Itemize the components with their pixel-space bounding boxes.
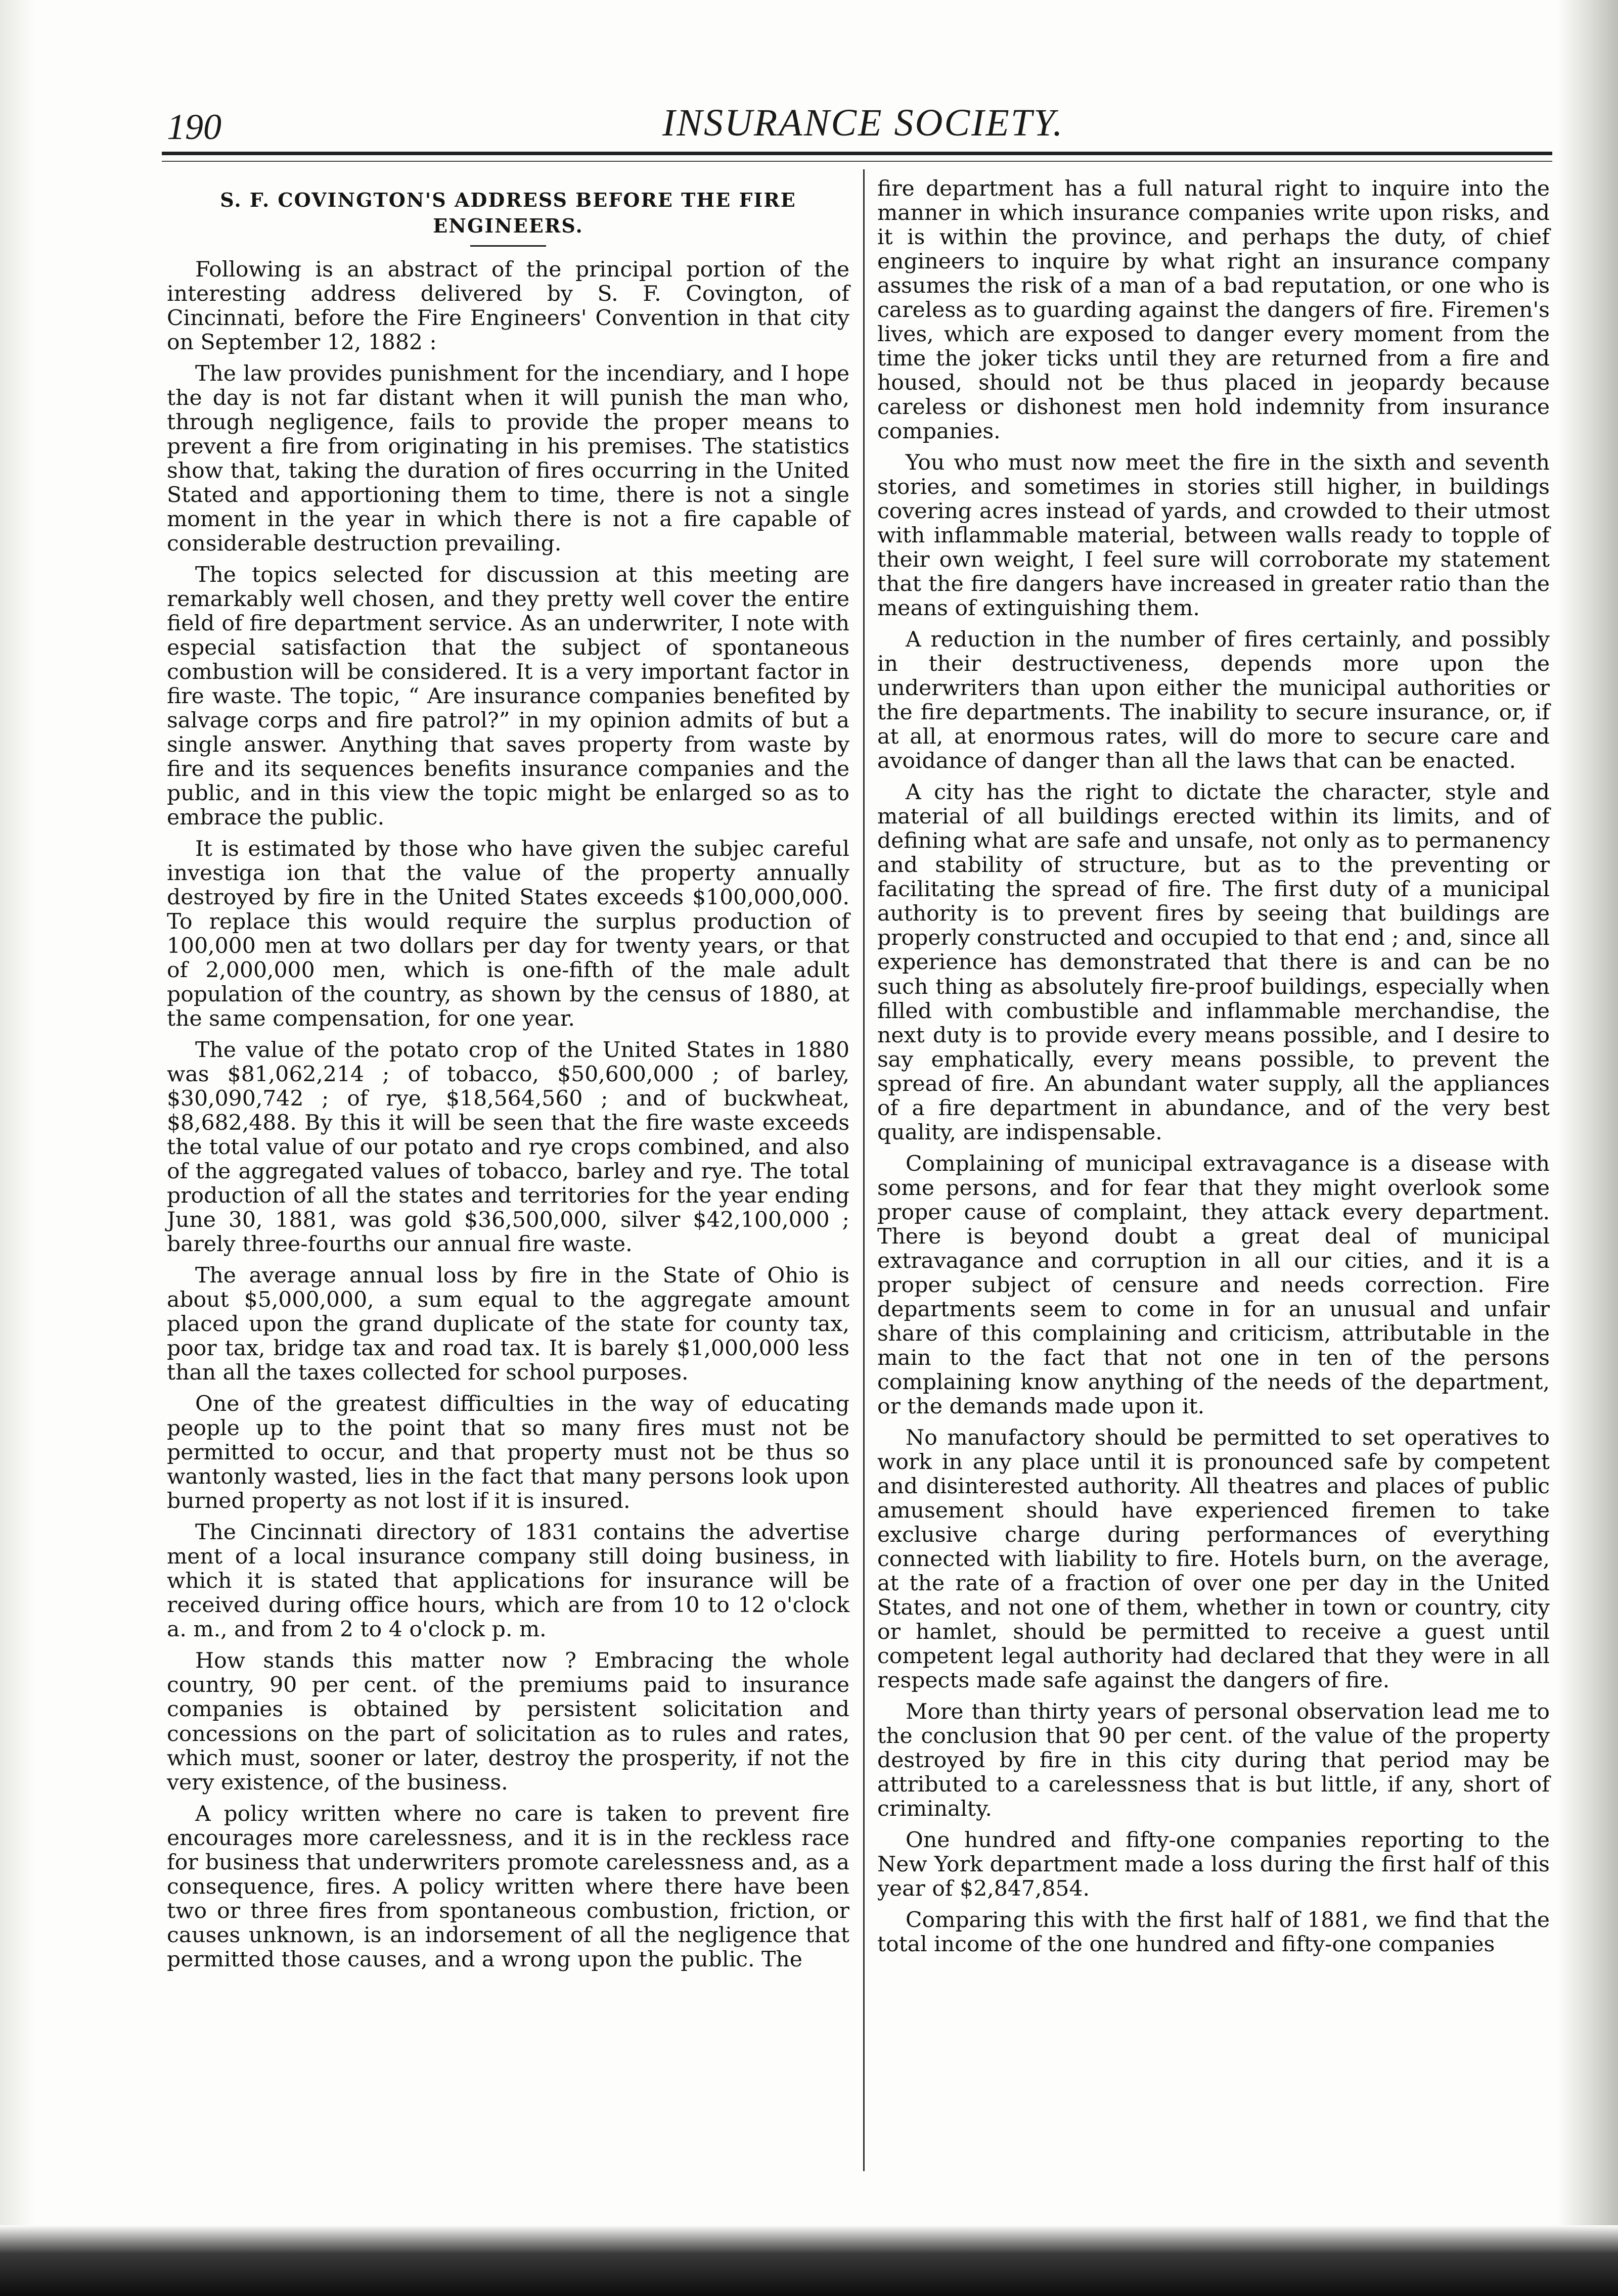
column-divider: [863, 169, 865, 2171]
paragraph: The average annual loss by fire in the State of Ohio is about $5,000,000, a sum equal to the aggregate amount placed upon the grand duplicate of the state for county tax, poor tax, bridge tax and road tax. It is barely $1,000,000 less than all the taxes collected for school purposes.: [167, 1263, 849, 1386]
header-rule-thin: [162, 161, 1552, 162]
paragraph: A policy written where no care is taken to prevent fire encourages more carelessness, and it is in the reckless race for business that underwriters promote carelessness and, as a consequence, fires. A policy written where there have been two or three fires from spontaneous combustion, friction, or causes unknown, is an indorsement of all the negligence that permitted those causes, and a wrong upon the public. The: [167, 1801, 849, 1972]
paragraph: How stands this matter now ? Embracing the whole country, 90 per cent. of the premiums paid to insurance companies is obtained by persistent solicitation and concessions on the part of solicitation as to rules and rates, which must, sooner or later, destroy the prosperity, if not the very existence, of the business.: [167, 1648, 849, 1795]
paragraph: The Cincinnati directory of 1831 contains the advertise ment of a local insurance company still doing business, in which it is stated that applications for insurance will be received during office hours, which are from 10 to 12 o'clock a. m., and from 2 to 4 o'clock p. m.: [167, 1520, 849, 1642]
page-right-shadow: [1557, 0, 1618, 2296]
paragraph: One of the greatest difficulties in the way of educating people up to the point that so many fires must not be permitted to occur, and that property must not be thus so wantonly wasted, lies in the fact that many persons look upon burned property as not lost if it is insured.: [167, 1392, 849, 1514]
paragraph: A city has the right to dictate the character, style and material of all buildings erected within its limits, and of defining what are safe and unsafe, not only as to permanency and stability of structure, but as to the preventing or facilitating the spread of fire. The first duty of a municipal authority is to prevent fires by seeing that buildings are properly constructed and occupied to that end ; and, since all experience has demonstrated that there is and can be no such thing as absolutely fire-proof buildings, especially when filled with combustible and inflammable merchandise, the next duty is to provide every means possible, and I desire to say emphatically, every means possible, to prevent the spread of fire. An abundant water supply, all the appliances of a fire department in abundance, and of the very best quality, are indispensable.: [877, 780, 1550, 1145]
running-title: INSURANCE SOCIETY.: [662, 102, 1064, 144]
paragraph: A reduction in the number of fires certainly, and possibly in their destructiveness, depends more upon the underwriters than upon either the municipal authorities or the fire departments. The inability to secure insurance, or, if at all, at enormous rates, will do more to secure care and avoidance of danger than all the laws that can be enacted.: [877, 627, 1550, 774]
page-number: 190: [167, 107, 221, 147]
paragraph: Complaining of municipal extravagance is a disease with some persons, and for fear that they might overlook some proper cause of complaint, they attack every department. There is beyond doubt a great deal of municipal extravagance and corruption in all our cities, and it is a proper subject of censure and needs correction. Fire departments seem to come in for an unusual and unfair share of this complaining and criticism, attributable in the main to the fact that not one in ten of the persons complaining know anything of the needs of the department, or the demands made upon it.: [877, 1151, 1550, 1419]
article-title: S. F. COVINGTON'S ADDRESS BEFORE THE FIRE ENGINEERS.: [220, 189, 796, 238]
paragraph: The value of the potato crop of the United States in 1880 was $81,062,214 ; of tobacco, $50,600,000 ; of barley, $30,090,742 ; of rye, $18,564,560 ; and of buckwheat, $8,682,488. By this it will be seen that the fire waste exceeds the total value of our potato and rye crops combined, and also of the aggregated values of tobacco, barley and rye. The total production of all the states and territories for the year ending June 30, 1881, was gold $36,500,000, silver $42,100,000 ; barely three-fourths our annual fire waste.: [167, 1038, 849, 1257]
page-bottom-edge: [0, 2225, 1618, 2296]
paragraph: Comparing this with the first half of 1881, we find that the total income of the one hundred and fifty-one companies: [877, 1908, 1550, 1957]
right-column: [877, 177, 1550, 1964]
page-left-shadow: [0, 0, 35, 2296]
paragraph: You who must now meet the fire in the sixth and seventh stories, and sometimes in stories still higher, in buildings covering acres instead of yards, and crowded to their utmost with inflammable material, between walls ready to topple of their own weight, I feel sure will corroborate my statement that the fire dangers have increased in greater ratio than the means of extinguishing them.: [877, 450, 1550, 621]
paragraph: No manufactory should be permitted to set operatives to work in any place until it is pronounced safe by competent and disinterested authority. All theatres and places of public amusement should have experienced firemen to take exclusive charge during performances of everything connected with liability to fire. Hotels burn, on the average, at the rate of a fraction of over one per day in the United States, and not one of them, whether in town or country, city or hamlet, should be permitted to receive a guest until competent legal authority had declared that they were in all respects made safe against the dangers of fire.: [877, 1425, 1550, 1693]
left-column: [167, 177, 849, 1979]
header-rule-thick: [162, 152, 1552, 155]
paragraph: The topics selected for discussion at this meeting are remarkably well chosen, and they pretty well cover the entire field of fire department service. As an underwriter, I note with especial satisfaction that the subject of spontaneous combustion will be considered. It is a very important factor in fire waste. The topic, “ Are insurance companies benefited by salvage corps and fire patrol?” in my opinion admits of but a single answer. Anything that saves property from waste by fire and its sequences benefits insurance companies and the public, and in this view the topic might be enlarged so as to embrace the public.: [167, 562, 849, 830]
title-rule: [470, 245, 546, 247]
paragraph: More than thirty years of personal observation lead me to the conclusion that 90 per cent. of the value of the property destroyed by fire in this city during that period may be attributed to a carelessness that is but little, if any, short of criminalty.: [877, 1699, 1550, 1822]
paragraph-continuation: fire department has a full natural right to inquire into the manner in which insurance companies write upon risks, and it is within the province, and perhaps the duty, of chief engineers to inquire by what right an insurance company assumes the risk of a man of a bad reputation, or one who is careless as to guarding against the dangers of fire. Firemen's lives, which are exposed to danger every moment from the time the joker ticks until they are returned from a fire and housed, should not be thus placed in jeopardy because careless or dishonest men hold indemnity from insurance companies.: [877, 176, 1550, 444]
paragraph: It is estimated by those who have given the subjec careful investiga ion that the value of the property annually destroyed by fire in the United States exceeds $100,000,000. To replace this would require the surplus production of 100,000 men at two dollars per day for twenty years, or that of 2,000,000 men, which is one-fifth of the male adult population of the country, as shown by the census of 1880, at the same compensation, for one year.: [167, 836, 849, 1032]
paragraph: Following is an abstract of the principal portion of the interesting address delivered by S. F. Covington, of Cincinnati, before the Fire Engineers' Convention in that city on September 12, 1882 :: [167, 257, 849, 355]
paragraph: The law provides punishment for the incendiary, and I hope the day is not far distant when it will punish the man who, through negligence, fails to provide the proper means to prevent a fire from originating in his premises. The statistics show that, taking the duration of fires occurring in the United Stated and apportioning them to time, there is not a single moment in the year in which there is not a fire capable of considerable destruction prevailing.: [167, 361, 849, 556]
paragraph: One hundred and fifty-one companies reporting to the New York department made a loss during the first half of this year of $2,847,854.: [877, 1828, 1550, 1902]
